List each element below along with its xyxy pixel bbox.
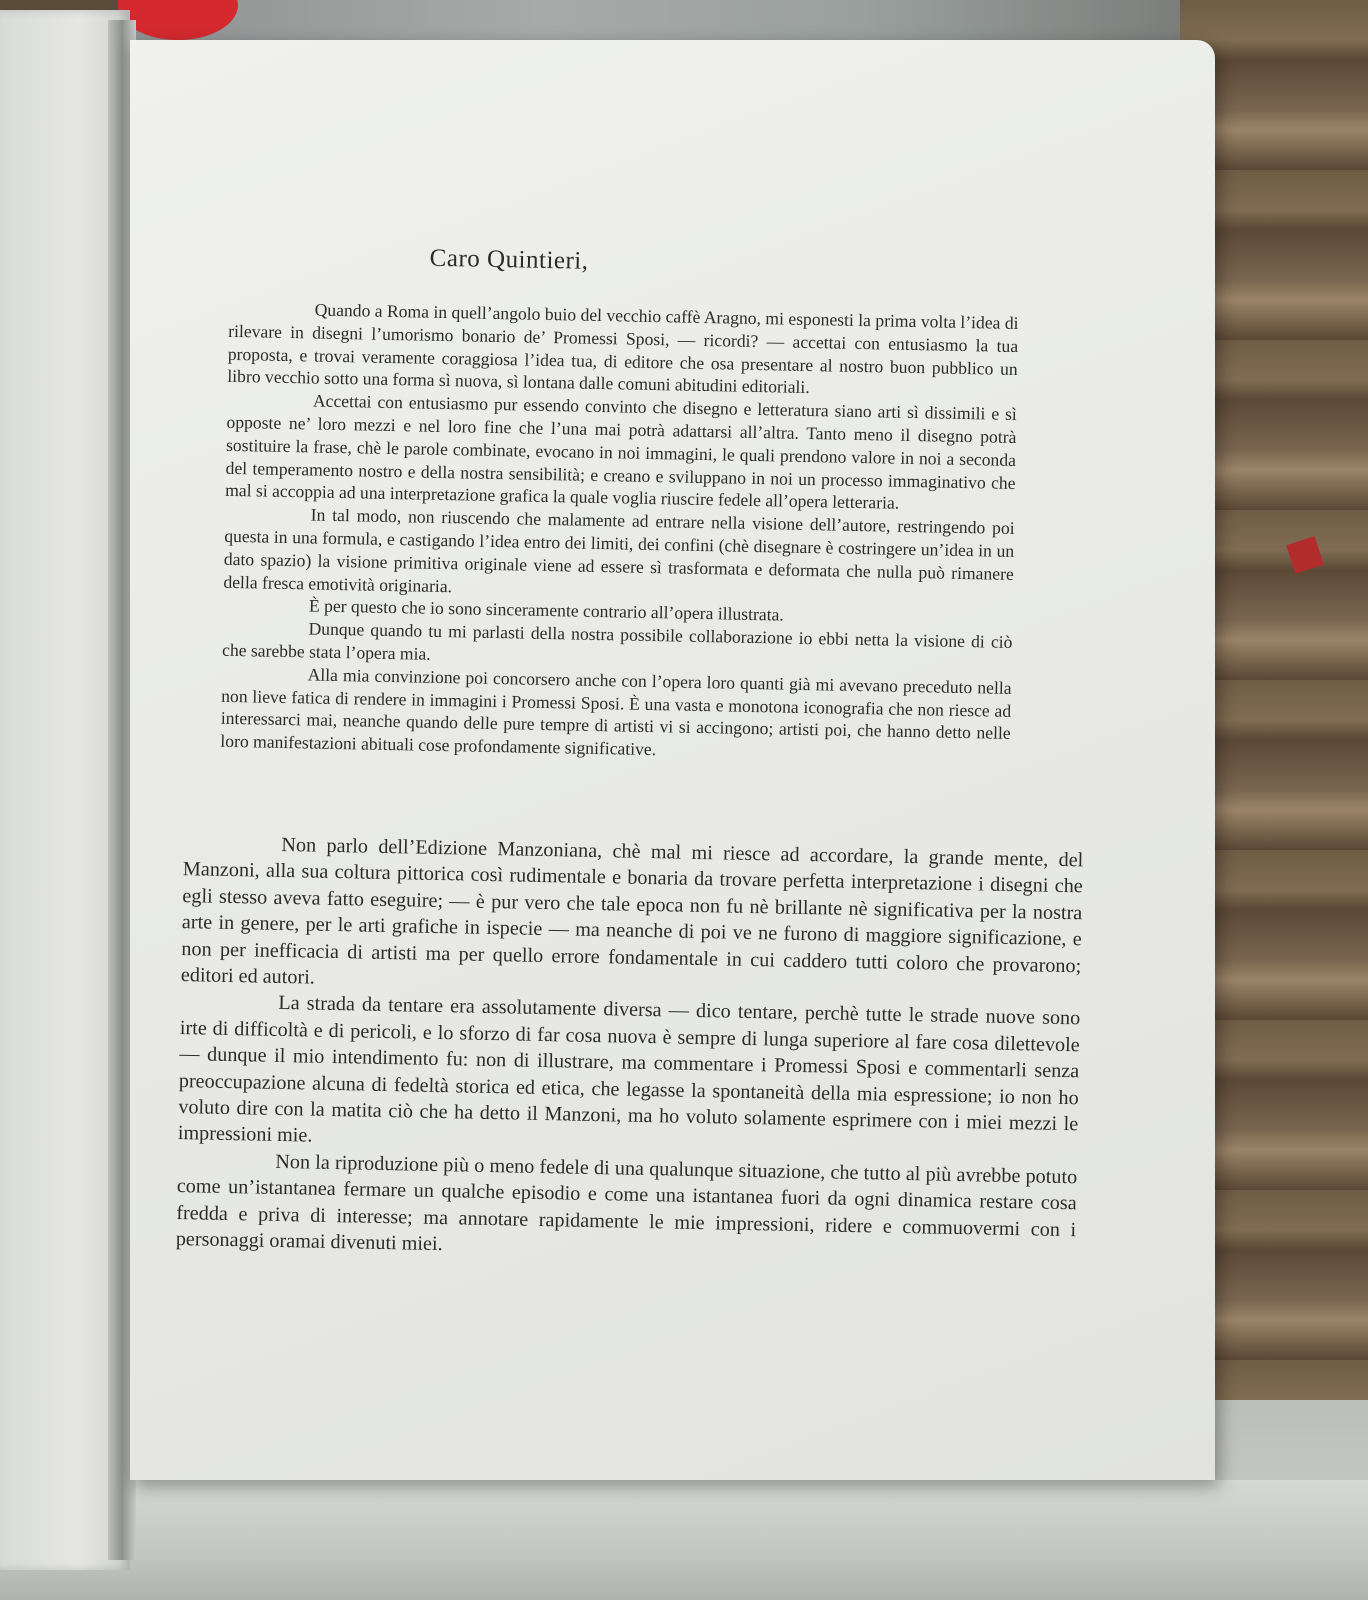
paragraph: Non la riproduzione più o meno fedele di una qualunque situazione, che tutto al più avrebbe potuto come un’istantanea fermare un qualche episodio e come una istantanea fuori da ogni dinamica restare cosa fredda e priva di interesse; ma annotare rapidamente le mie impressioni, ridere e commuovermi con i personaggi oramai divenuti miei. [175, 1150, 1078, 1256]
paragraph: Non parlo dell’Edizione Manzoniana, chè mal mi riesce ad accordare, la grande mente, del Manzoni, alla sua coltura pittorica così rudimentale e bonaria da trovare perfetta interpretazione i disegni che egli stesso aveva fatto eseguire; — è pur vero che tale epoca non fu nè brillante nè significativa per la nostra arte in genere, per le arti grafiche in ispecie — ma neanche di poi ve ne furono di maggiore significazione, e non per inefficacia di artisti ma per quello errore fondamentale in cui caddero tutti coloro che provarono; editori ed autori. [180, 833, 1084, 989]
paragraph: Dunque quando tu mi parlasti della nostra possibile collaborazione io ebbi netta la visione di ciò che sarebbe stata l’opera mia. [221, 618, 1013, 664]
letter-body-lower [176, 830, 1084, 1270]
paragraph: In tal modo, non riuscendo che malamente ad entrare nella visione dell’autore, restringendo poi questa in una formula, e castigando l’idea entro dei limiti, dei confini (chè disegnare è costringere un’idea in un dato spazio) la visione primitiva originale viene ad essere sì trasformata e deformata che nulla può rimanere della fresca emotività originaria. [223, 504, 1015, 596]
paragraph: È per questo che io sono sinceramente contrario all’opera illustrata. [308, 595, 784, 625]
paragraph: Accettai con entusiasmo pur essendo convinto che disegno e letteratura siano arti sì dissimili e sì opposte ne’ loro mezzi e nel loro fine che l’una mai potrà adattarsi all’altra. Tanto meno il disegno potrà sostituire la frase, chè le parole combinate, evocano in noi immagini, le quali prendono valore in noi a seconda del temperamento nostro e della nostra sensibilità; e creano e sviluppano in noi un processo immaginativo che mal si accoppia ad una interpretazione grafica la quale voglia riuscire fedele all’opera letteraria. [225, 390, 1018, 514]
paragraph: Alla mia convinzione poi concorsero anche con l’opera loro quanti già mi avevano preceduto nella non lieve fatica di rendere in immagini i Promessi Sposi. È una vasta e monotona iconografia che non riesce ad interessarci mai, neanche quando delle pure tempre di artisti vi si accingono; artisti poi, che hanno detto nelle loro manifestazioni abituali cose profondamente significative. [220, 664, 1012, 760]
letter-body-upper [220, 297, 1019, 768]
letter-salutation: Caro Quintieri, [429, 244, 589, 275]
book-lower-edge [0, 1480, 1368, 1600]
paragraph: La strada da tentare era assolutamente diversa — dico tentare, perchè tutte le strade nuove sono irte di difficoltà e di pericoli, e lo sforzo di far cosa nuova è sempre di lunga superiore al fare cosa dilettevole — dunque il mio intendimento fu: non di illustrare, ma commentare i Promessi Sposi e commentarli senza preoccupazione alcuna di fedeltà storica ed etica, che legasse la spontaneità della mia espressione; io non ho voluto dire con la matita ciò che ha detto il Manzoni, ma ho voluto solamente esprimere con i miei mezzi le impressioni mie. [177, 992, 1081, 1148]
paragraph: Quando a Roma in quell’angolo buio del vecchio caffè Aragno, mi esponesti la prima volta l’idea di rilevare in disegni l’umorismo bonario de’ Promessi Sposi, — ricordi? — accettai con entusiasmo la tua proposta, e trovai veramente coraggiosa l’idea tua, di editore che osa presentare al nostro buon pubblico un libro vecchio sotto una forma sì nuova, sì lontana dalle comuni abitudini editoriali. [227, 299, 1019, 398]
